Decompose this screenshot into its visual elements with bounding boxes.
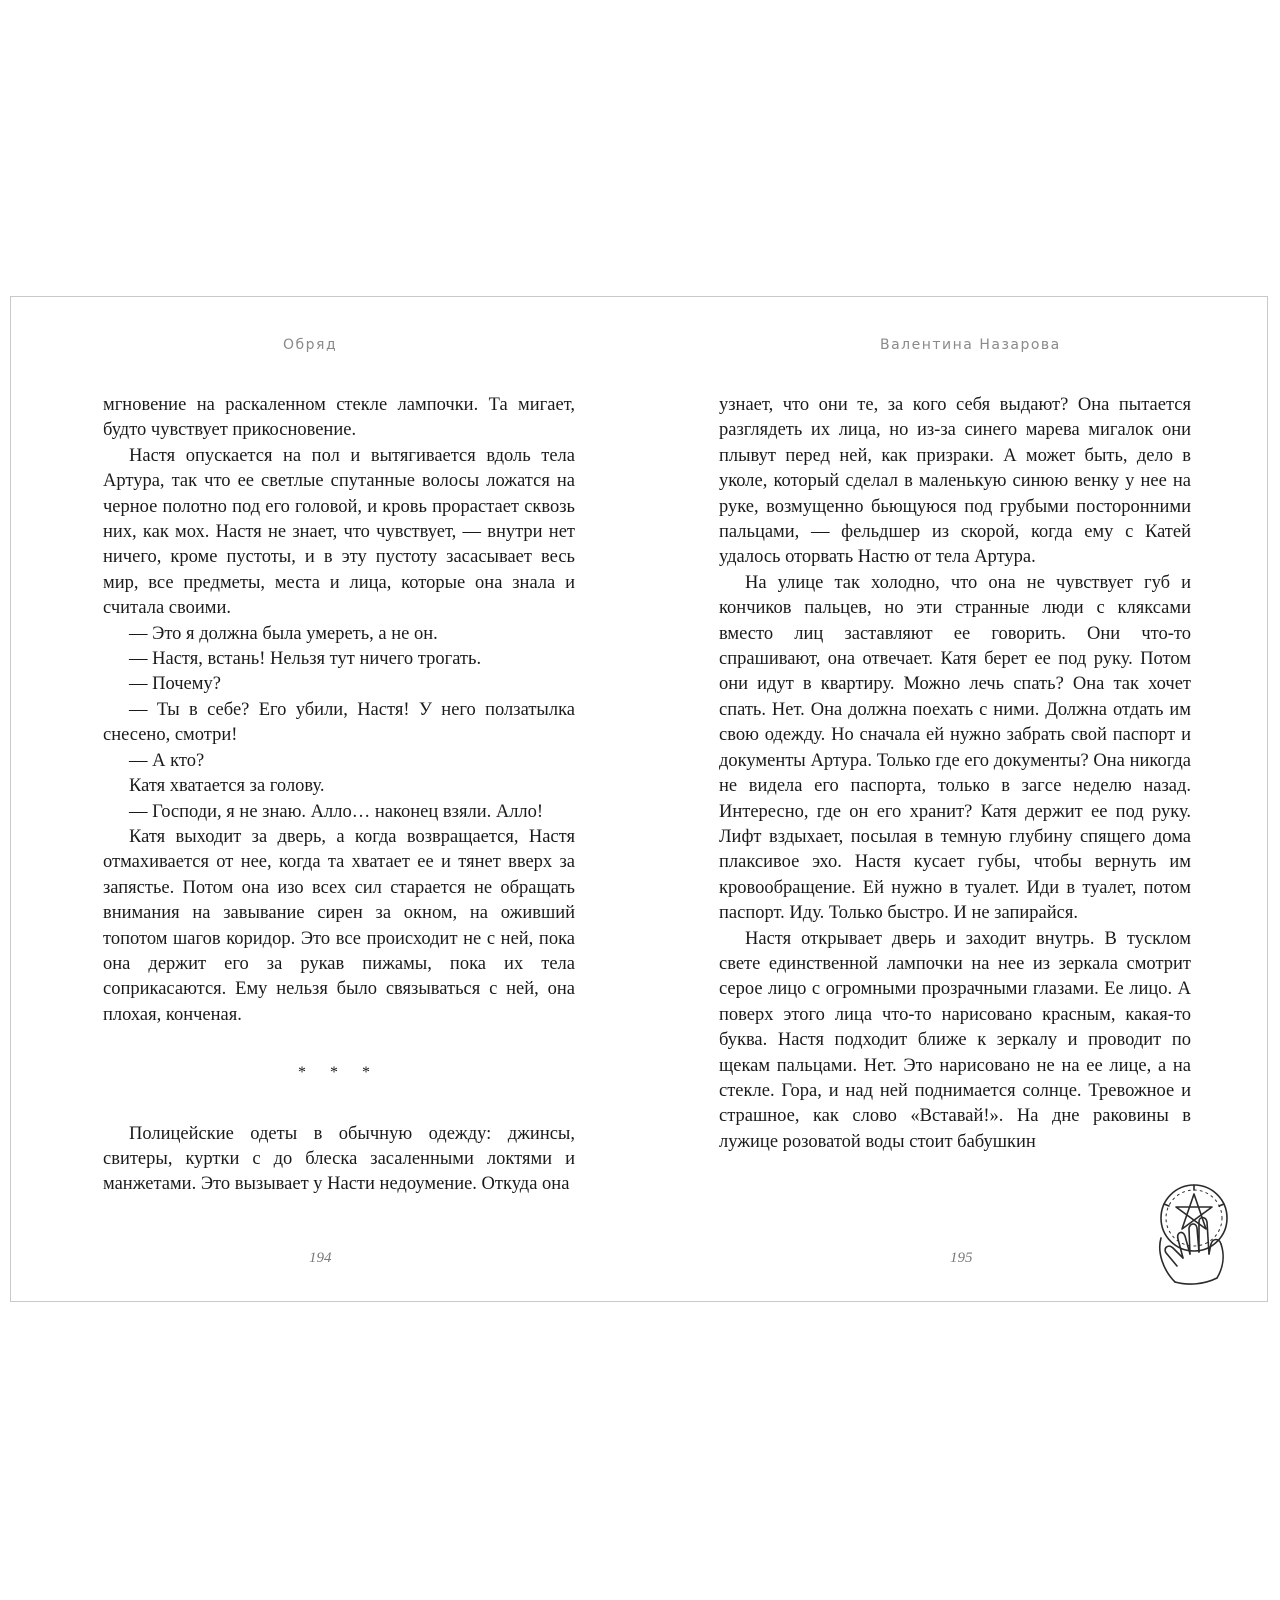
hand-pentagram-icon xyxy=(1139,1182,1249,1290)
paragraph: Катя выходит за дверь, а когда возвращается, Настя отмахивается от нее, когда та хватает ее и тянет вверх за запястье. Потом она изо всех сил старается не обращать внимания на завывание сирен за окном, на оживший топотом шагов коридор. Это все происходит не с ней, пока она держит его за рукав пижамы, пока их тела соприкасаются. Ему нельзя было связываться с ней, она плохая, конченая. xyxy=(103,826,575,1025)
dialogue-line: — Настя, встань! Нельзя тут ничего трогать. xyxy=(129,649,482,670)
paragraph: узнает, что они те, за кого себя выдают? Она пытается разглядеть их лица, но из-за синего марева мигалок они плывут перед ней, как призраки. А может быть, дело в уколе, который сделал в маленькую синюю венку у нее на руке, возмущенно бьющуюся под грубыми посторонними пальцами, — фельдшер из скорой, когда ему с Катей удалось оторвать Настю от тела Артура. xyxy=(719,395,1191,568)
section-separator: * * * xyxy=(298,1064,380,1082)
dialogue-line: — Господи, я не знаю. Алло… наконец взяли. Алло! xyxy=(129,801,544,822)
right-page-number: 195 xyxy=(950,1250,973,1266)
dialogue-line: — Почему? xyxy=(129,674,221,695)
dialogue-line: — Это я должна была умереть, а не он. xyxy=(129,623,438,644)
left-page-number: 194 xyxy=(309,1250,332,1266)
paragraph: Настя опускается на пол и вытягивается вдоль тела Артура, так что ее светлые спутанные волосы ложатся на черное полотно под его головой, и кровь прорастает сквозь них, как мох. Настя не знает, что чувствует, — внутри нет ничего, кроме пустоты, и в эту пустоту засасывает весь мир, все предметы, места и лица, которые она знала и считала своими. xyxy=(103,445,575,619)
dialogue-line: — Ты в себе? Его убили, Настя! У него ползатылка снесено, смотри! xyxy=(103,699,575,746)
right-page-text xyxy=(719,393,1191,1155)
paragraph: Катя хватается за голову. xyxy=(129,776,325,797)
paragraph: Полицейские одеты в обычную одежду: джинсы, свитеры, куртки с до блеска засаленными локтями и манжетами. Это вызывает у Насти недоумение. Откуда она xyxy=(103,1123,575,1195)
book-spread xyxy=(10,296,1268,1302)
paragraph: Настя открывает дверь и заходит внутрь. В тусклом свете единственной лампочки на нее из зеркала смотрит серое лицо с огромными прозрачными глазами. Ее лицо. А поверх этого лица что-то нарисовано красным, какая-то буква. Настя подходит ближе к зеркалу и проводит по щекам пальцами. Нет. Это нарисовано не на ее лице, а на стекле. Гора, и над ней поднимается солнце. Тревожное и страшное, как слово «Вставай!». На дне раковины в лужице розоватой воды стоит бабушкин xyxy=(719,928,1191,1152)
paragraph: На улице так холодно, что она не чувствует губ и кончиков пальцев, но эти странные люди с кляксами вместо лиц заставляют ее говорить. Они что-то спрашивают, она отвечает. Катя берет ее под руку. Потом они идут в квартиру. Можно лечь спать? Она так хочет спать. Нет. Она должна поехать с ними. Должна отдать им свою одежду. Но сначала ей нужно забрать свой паспорт и документы Артура. Только где его документы? Она никогда не видела его паспорта, только в загсе неделю назад. Интересно, где он его хранит? Катя держит ее под руку. Лифт вздыхает, посылая в темную глубину спящего дома плаксивое эхо. Настя кусает губы, чтобы вернуть им кровообращение. Ей нужно в туалет. Иди в туалет, потом паспорт. Иду. Только быстро. И не запирайся. xyxy=(719,572,1191,924)
paragraph: мгновение на раскаленном стекле лампочки. Та мигает, будто чувствует прикосновение. xyxy=(103,395,575,441)
dialogue-line: — А кто? xyxy=(129,750,205,771)
right-running-head: Валентина Назарова xyxy=(880,337,1061,353)
left-running-head: Обряд xyxy=(283,337,338,353)
left-page-text xyxy=(103,393,575,1198)
